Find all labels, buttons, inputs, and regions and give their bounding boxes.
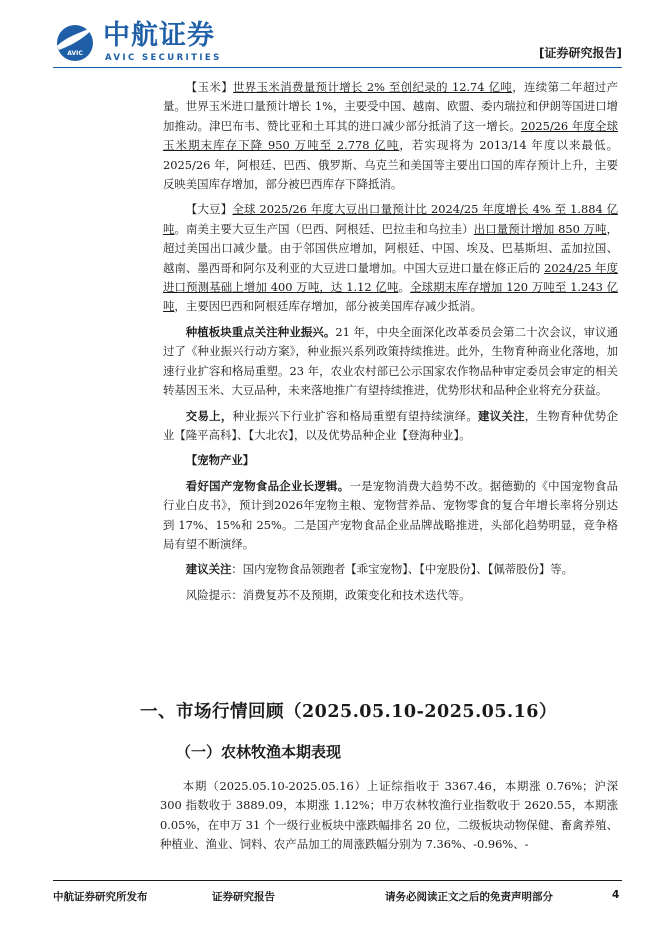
header-divider (53, 67, 622, 68)
pet-lead: 看好国产宠物食品企业长逻辑。 (185, 478, 350, 493)
pet-recommendation: 建议关注：国内宠物食品领跑者【乖宝宠物】、【中宠股份】、【佩蒂股份】等。 (185, 562, 574, 577)
footer-publisher: 中航证券研究所发布 (53, 891, 148, 903)
avic-logo-icon (53, 22, 97, 62)
pet-section-heading: 【宠物产业】 (185, 453, 255, 468)
market-performance-paragraph: 本期（2025.05.10-2025.05.16）上证综指收于 3367.46，本期涨 0.76%；沪深 300 指数收于 3889.09，本期涨 1.12%；申万农林牧渔行业指数收于 2620.55，本期涨 0.05%，在申万 31 个一级行业板块中涨跌幅排名 20 位，二级板块动物保健、畜禽养殖、种植业、渔业、饲料、农产品加工的周涨跌幅分别为 7.36%、-0.96%、- (160, 779, 618, 852)
subsection-title: （一）农林牧渔本期表现 (176, 743, 342, 761)
soy-highlight-1: 全球 2025/26 年度大豆出口量预计比 2024/25 年度增长 4% 至 1.884 亿吨 (163, 202, 618, 236)
company-logo (53, 20, 233, 66)
logo-chinese-name: 中航证券 (103, 20, 215, 51)
pet-paragraph: 看好国产宠物食品企业长逻辑。一是宠物消费大趋势不改。据德勤的《中国宠物食品行业白皮书》，预计到2026年宠物主粮、宠物营养品、宠物零食的复合年增长率将分别达到 17%、15%和 25%。二是国产宠物食品企业品牌战略推进，头部化趋势明显，竞争格局有望不断演绎。 (163, 478, 618, 551)
section-title: 一、市场行情回顾（2025.05.10-2025.05.16） (140, 702, 557, 722)
risk-warning: 风险提示：消费复苏不及预期，政策变化和技术迭代等。 (185, 587, 471, 602)
seed-trading-paragraph: 交易上，种业振兴下行业扩容和格局重塑有望持续演绎。建议关注，生物育种优势企业【隆平高科】、【大北农】，以及优势品种企业【登海种业】。 (163, 408, 618, 442)
seed-lead: 种植板块重点关注种业振兴。 (185, 324, 336, 339)
report-type-tag: [证券研究报告] (539, 46, 622, 60)
soy-highlight-3: 2024/25 年度进口预测基础上增加 400 万吨，达 1.12 亿吨 (163, 260, 618, 295)
corn-highlight-1: 世界玉米消费量预计增长 2% 至创纪录的 12.74 亿吨 (233, 80, 513, 94)
logo-mark-text: AVIC (67, 50, 83, 57)
soy-highlight-2: 出口量预计增加 850 万吨 (473, 221, 607, 236)
footer-disclaimer: 请务必阅读正文之后的免责声明部分 (385, 891, 553, 903)
soy-paragraph: 【大豆】全球 2025/26 年度大豆出口量预计比 2024/25 年度增长 4% 至 1.884 亿吨。南美主要大豆生产国（巴西、阿根廷、巴拉圭和乌拉圭）出口量预计增加 850 万吨，超过美国出口减少量。由于邻国供应增加，阿根廷、中国、埃及、巴基斯坦、孟加拉国、越南、墨西哥和阿尔及利亚的大豆进口量增加。中国大豆进口量在修正后的 2024/25 年度进口预测基础上增加 400 万吨，达 1.12 亿吨。全球期末库存增加 120 万吨至 1.243 亿吨，主要因巴西和阿根廷库存增加，部分被美国库存减少抵消。 (163, 202, 618, 314)
footer-divider (53, 880, 622, 881)
logo-english-name: AVIC SECURITIES (105, 53, 222, 63)
corn-highlight-2: 2025/26 年度全球玉米期末库存下降 950 万吨至 2.778 亿吨 (163, 118, 618, 153)
corn-label: 【玉米】 (185, 80, 233, 94)
soy-label: 【大豆】 (185, 202, 233, 217)
soy-highlight-4: 全球期末库存增加 120 万吨至 1.243 亿吨 (163, 280, 618, 314)
corn-paragraph: 【玉米】世界玉米消费量预计增长 2% 至创纪录的 12.74 亿吨，连续第二年超过产量。世界玉米进口量预计增长 1%，主要受中国、越南、欧盟、委内瑞拉和伊朗等国进口增加推动。津巴布韦、赞比亚和土耳其的进口减少部分抵消了这一增长。2025/26 年度全球玉米期末库存下降 950 万吨至 2.778 亿吨，若实现将为 2013/14 年度以来最低。2025/26 年，阿根廷、巴西、俄罗斯、乌克兰和美国等主要出口国的库存预计上升，主要反映美国库存增加，部分被巴西库存下降抵消。 (163, 80, 619, 192)
seed-paragraph: 种植板块重点关注种业振兴。21 年，中央全面深化改革委员会第二十次会议，审议通过了《种业振兴行动方案》，种业振兴系列政策持续推进。此外，生物育种商业化落地，加速行业扩容和格局重塑。23 年，农业农村部已公示国家农作物品种审定委员会审定的相关转基因玉米、大豆品种，未来落地推广有望持续推进，优势形状和品种企业将充分获益。 (163, 324, 618, 398)
footer-report-type: 证券研究报告 (212, 891, 275, 903)
page-number: 4 (612, 889, 620, 901)
main-content (163, 78, 618, 605)
